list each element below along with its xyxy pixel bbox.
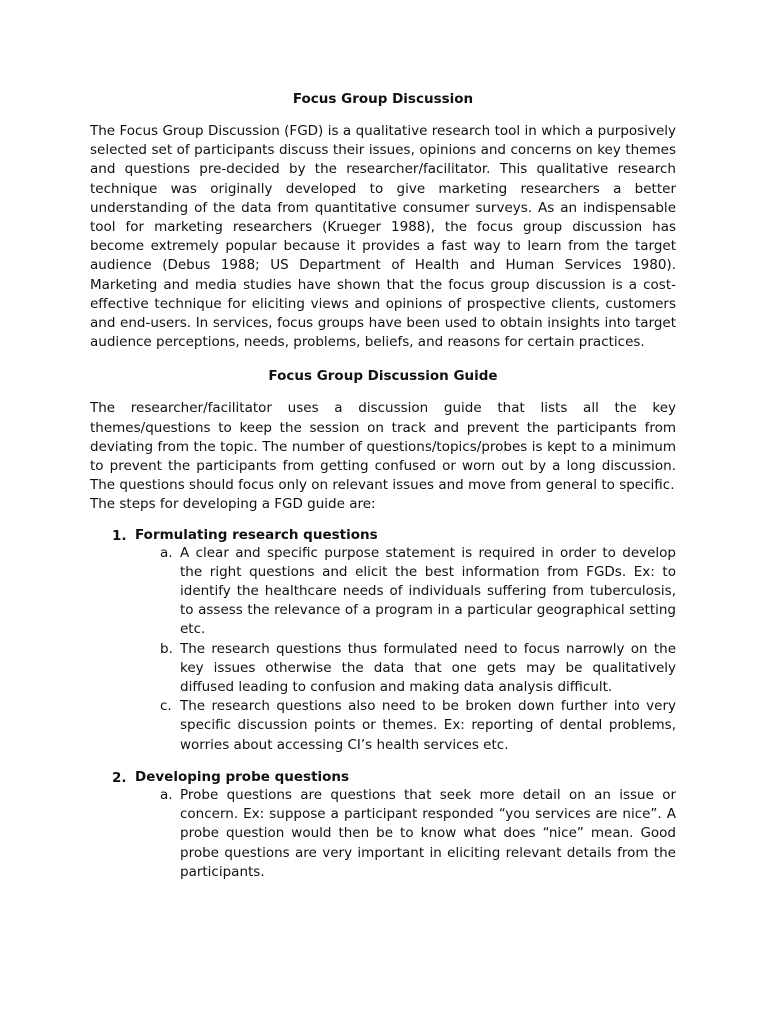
step-number: 2.: [112, 769, 127, 786]
sub-text: A clear and specific purpose statement is required in order to develop the right questions and elicit the best information from FGDs. Ex: to identify the healthcare needs of individuals suffering from tuberculosis, to assess the relevance of a program in a particular geographical setting etc.: [180, 544, 676, 638]
sub-letter: b.: [160, 640, 173, 657]
sub-list: [135, 544, 676, 755]
step-item: [90, 769, 676, 882]
sub-item: [135, 640, 676, 698]
sub-letter: a.: [160, 544, 173, 561]
guide-paragraph: The researcher/facilitator uses a discussion guide that lists all the key themes/questions to keep the session on track and prevent the participants from deviating from the topic. The number of questions/topics/probes is kept to a minimum to prevent the participants from getting confused or worn out by a long discussion. The questions should focus only on relevant issues and move from general to specific.: [90, 400, 676, 494]
sub-letter: a.: [160, 786, 173, 803]
sub-item: [135, 544, 676, 640]
document-title: Focus Group Discussion: [292, 91, 474, 107]
sub-item: [135, 697, 676, 755]
step-title: Formulating research questions: [135, 526, 378, 543]
step-item: [90, 527, 676, 755]
step-number: 1.: [112, 527, 127, 544]
sub-text: The research questions thus formulated need to focus narrowly on the key issues otherwise the data that one gets may be qualitatively diffused leading to confusion and making data analysis difficult.: [180, 640, 676, 696]
intro-paragraph: The Focus Group Discussion (FGD) is a qualitative research tool in which a purposively selected set of participants discuss their issues, opinions and concerns on key themes and questions pre-decided by the researcher/facilitator. This qualitative research technique was originally developed to give marketing researchers a better understanding of the data from quantitative consumer surveys. As an indispensable tool for marketing researchers (Krueger 1988), the focus group discussion has become extremely popular because it provides a fast way to learn from the target audience (Debus 1988; US Department of Health and Human Services 1980). Marketing and media studies have shown that the focus group discussion is a cost-effective technique for eliciting views and opinions of prospective clients, customers and end-users. In services, focus groups have been used to obtain insights into target audience perceptions, needs, problems, beliefs, and reasons for certain practices.: [90, 123, 676, 351]
steps-intro: The steps for developing a FGD guide are:: [90, 496, 376, 513]
guide-heading: Focus Group Discussion Guide: [268, 368, 498, 385]
sub-letter: c.: [160, 698, 172, 715]
steps-list: [90, 527, 676, 882]
sub-text: The research questions also need to be broken down further into very specific discussion points or themes. Ex: reporting of dental problems, worries about accessing CI’s health services etc.: [180, 698, 676, 753]
sub-item: [135, 786, 676, 882]
sub-text: Probe questions are questions that seek more detail on an issue or concern. Ex: suppose a participant responded “you services are nice”. A probe question would then be to know what does “nice” mean. Good probe questions are very important in eliciting relevant details from the participants.: [180, 786, 676, 880]
sub-list: [135, 786, 676, 882]
step-title: Developing probe questions: [135, 768, 350, 785]
